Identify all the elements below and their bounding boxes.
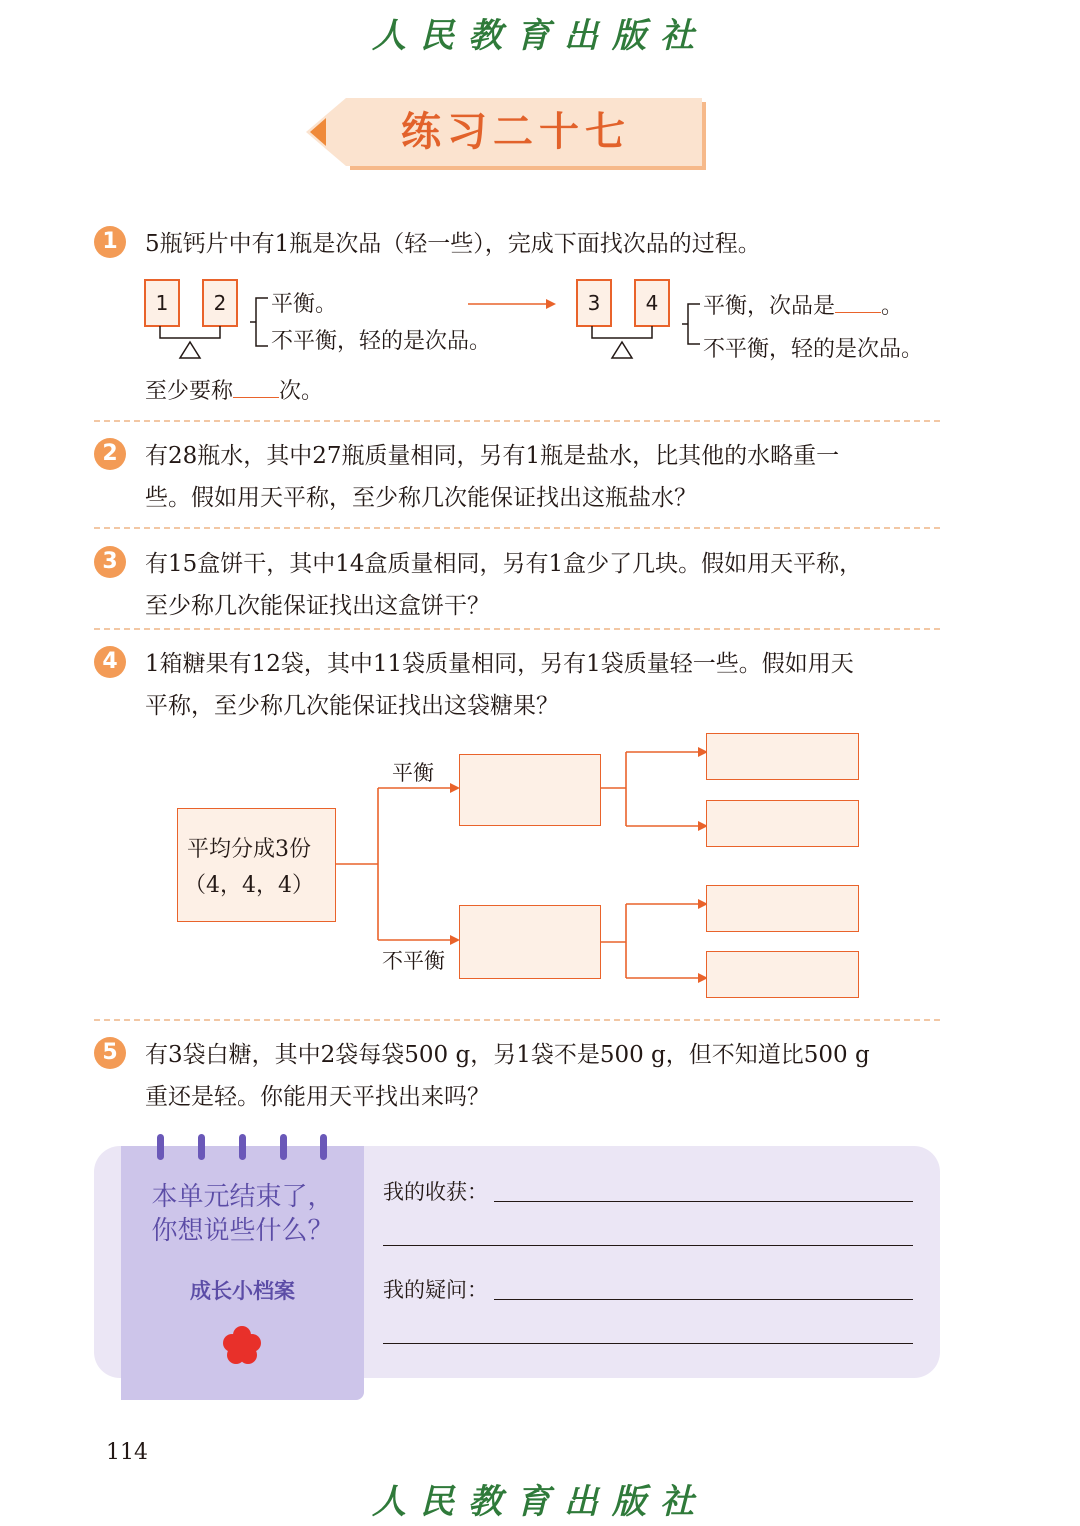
ring-icon bbox=[280, 1134, 287, 1160]
least-weigh-end: 次。 bbox=[279, 379, 324, 404]
right-balanced-end: 。 bbox=[881, 294, 904, 319]
question-line[interactable] bbox=[494, 1299, 913, 1300]
right-balanced-text: 平衡，次品是 bbox=[703, 294, 836, 319]
ring-icon bbox=[157, 1134, 164, 1160]
publisher-header: 人民教育出版社 bbox=[372, 16, 708, 56]
question-3-line1: 有15盒饼干，其中14盒质量相同，另有1盒少了几块。假如用天平称， bbox=[145, 551, 863, 577]
answer-box[interactable] bbox=[706, 733, 859, 780]
question-5-line1: 有3袋白糖，其中2袋每袋500 g，另1袋不是500 g，但不知道比500 g bbox=[145, 1042, 870, 1068]
question-3-line2: 至少称几次能保证找出这盒饼干？ bbox=[145, 593, 490, 619]
summary-subtitle: 成长小档案 bbox=[190, 1279, 295, 1303]
ring-icon bbox=[320, 1134, 327, 1160]
question-2-line1: 有28瓶水，其中27瓶质量相同，另有1瓶是盐水，比其他的水略重一 bbox=[145, 443, 840, 469]
question-number-5: 5 bbox=[94, 1037, 126, 1069]
divider bbox=[94, 1019, 940, 1021]
page-title: 练习二十七 bbox=[401, 108, 631, 155]
gain-label: 我的收获： bbox=[383, 1180, 488, 1204]
question-label: 我的疑问： bbox=[383, 1278, 488, 1302]
page-number: 114 bbox=[106, 1440, 148, 1465]
right-unbalanced-text: 不平衡，轻的是次品。 bbox=[703, 337, 924, 362]
question-2-line2: 些。假如用天平称，至少称几次能保证找出这瓶盐水？ bbox=[145, 485, 697, 511]
balance-box-3: 3 bbox=[576, 279, 612, 327]
answer-box[interactable] bbox=[459, 905, 601, 979]
least-weigh-text: 至少要称 bbox=[145, 379, 234, 404]
publisher-footer: 人民教育出版社 bbox=[372, 1482, 708, 1522]
answer-box[interactable] bbox=[459, 754, 601, 826]
flow-start-line2: （4，4，4） bbox=[184, 873, 314, 898]
left-unbalanced-text: 不平衡，轻的是次品。 bbox=[271, 329, 492, 354]
question-line[interactable] bbox=[383, 1343, 913, 1344]
answer-box[interactable] bbox=[706, 951, 859, 998]
left-balanced-text: 平衡。 bbox=[271, 292, 338, 317]
flow-unbalanced-label: 不平衡 bbox=[382, 949, 445, 973]
ring-icon bbox=[239, 1134, 246, 1160]
question-number-1: 1 bbox=[94, 226, 126, 258]
flow-balanced-label: 平衡 bbox=[392, 761, 434, 785]
question-5-line2: 重还是轻。你能用天平找出来吗？ bbox=[145, 1084, 490, 1110]
flower-icon bbox=[220, 1325, 264, 1365]
flow-start-line1: 平均分成3份 bbox=[187, 837, 311, 862]
question-4-line2: 平称，至少称几次能保证找出这袋糖果？ bbox=[145, 693, 559, 719]
ring-icon bbox=[198, 1134, 205, 1160]
summary-title-line1: 本单元结束了， bbox=[151, 1182, 334, 1212]
question-1-text: 5瓶钙片中有1瓶是次品（轻一些），完成下面找次品的过程。 bbox=[145, 231, 761, 257]
question-number-3: 3 bbox=[94, 546, 126, 578]
balance-box-2: 2 bbox=[202, 279, 238, 327]
answer-box[interactable] bbox=[706, 885, 859, 932]
question-number-4: 4 bbox=[94, 646, 126, 678]
answer-box[interactable] bbox=[706, 800, 859, 847]
gain-line[interactable] bbox=[494, 1201, 913, 1202]
balance-box-1: 1 bbox=[144, 279, 180, 327]
gain-line[interactable] bbox=[383, 1245, 913, 1246]
question-number-2: 2 bbox=[94, 438, 126, 470]
summary-title-line2: 你想说些什么？ bbox=[151, 1216, 334, 1246]
flow-start-box bbox=[177, 808, 336, 922]
question-4-line1: 1箱糖果有12袋，其中11袋质量相同，另有1袋质量轻一些。假如用天 bbox=[145, 651, 854, 677]
balance-box-4: 4 bbox=[634, 279, 670, 327]
